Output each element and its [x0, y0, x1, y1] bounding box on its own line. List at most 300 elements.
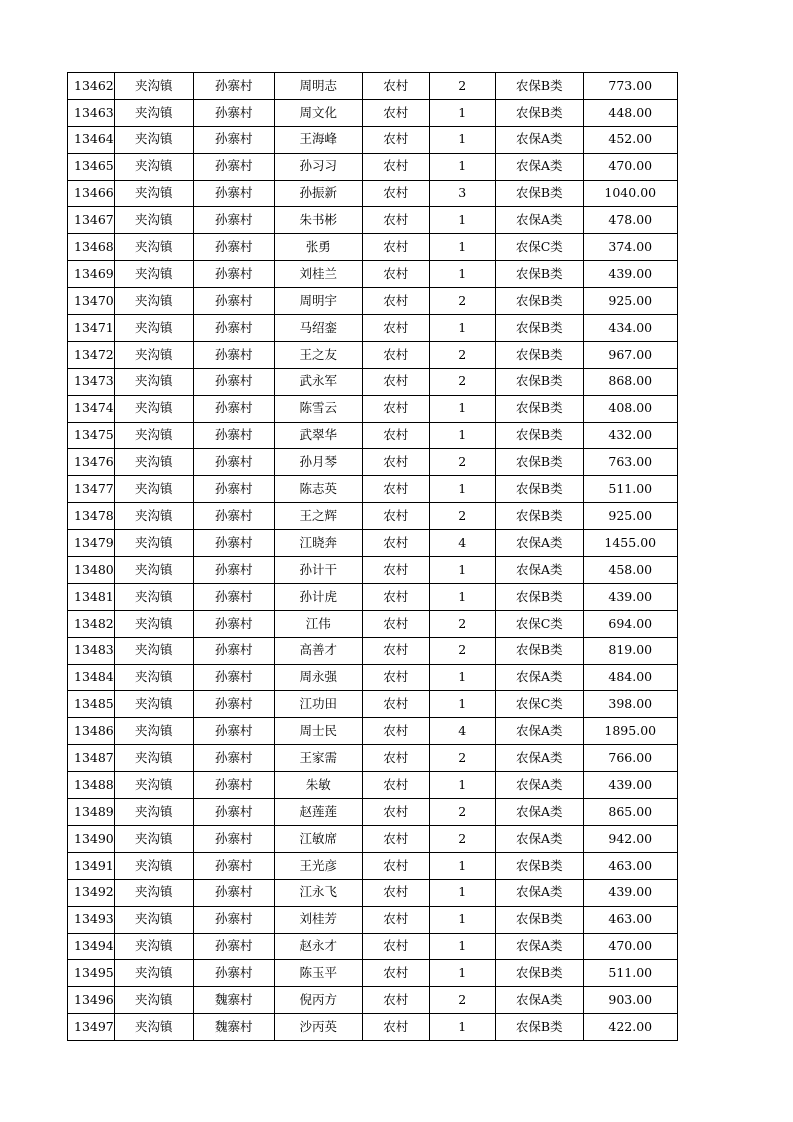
table-row: [68, 368, 678, 395]
amount-cell: 478.00: [583, 207, 677, 234]
table-row: [68, 99, 678, 126]
area-type-cell: 农村: [362, 664, 429, 691]
insurance-class-cell: 农保B类: [495, 395, 583, 422]
table-row: [68, 933, 678, 960]
village-cell: 孙寨村: [193, 906, 274, 933]
table-row: [68, 637, 678, 664]
insurance-class-cell: 农保A类: [495, 933, 583, 960]
area-type-cell: 农村: [362, 99, 429, 126]
amount-cell: 458.00: [583, 557, 677, 584]
name-cell: 周永强: [274, 664, 362, 691]
record-id: 13473: [68, 368, 115, 395]
village-cell: 孙寨村: [193, 637, 274, 664]
insurance-class-cell: 农保B类: [495, 315, 583, 342]
household-size-cell: 2: [429, 825, 495, 852]
area-type-cell: 农村: [362, 180, 429, 207]
record-id: 13467: [68, 207, 115, 234]
household-size-cell: 2: [429, 73, 495, 100]
table-row: [68, 691, 678, 718]
town-cell: 夹沟镇: [114, 315, 193, 342]
insurance-class-cell: 农保C类: [495, 610, 583, 637]
household-size-cell: 1: [429, 261, 495, 288]
household-size-cell: 1: [429, 557, 495, 584]
household-size-cell: 4: [429, 718, 495, 745]
insurance-class-cell: 农保A类: [495, 530, 583, 557]
insurance-class-cell: 农保A类: [495, 825, 583, 852]
amount-cell: 942.00: [583, 825, 677, 852]
table-row: [68, 449, 678, 476]
area-type-cell: 农村: [362, 610, 429, 637]
town-cell: 夹沟镇: [114, 852, 193, 879]
village-cell: 孙寨村: [193, 799, 274, 826]
insurance-class-cell: 农保B类: [495, 261, 583, 288]
area-type-cell: 农村: [362, 288, 429, 315]
town-cell: 夹沟镇: [114, 933, 193, 960]
records-table: [67, 72, 678, 1041]
name-cell: 刘桂兰: [274, 261, 362, 288]
area-type-cell: 农村: [362, 503, 429, 530]
record-id: 13477: [68, 476, 115, 503]
household-size-cell: 1: [429, 315, 495, 342]
insurance-class-cell: 农保B类: [495, 960, 583, 987]
village-cell: 孙寨村: [193, 261, 274, 288]
town-cell: 夹沟镇: [114, 368, 193, 395]
town-cell: 夹沟镇: [114, 637, 193, 664]
table-row: [68, 745, 678, 772]
area-type-cell: 农村: [362, 153, 429, 180]
record-id: 13468: [68, 234, 115, 261]
record-id: 13478: [68, 503, 115, 530]
table-row: [68, 1014, 678, 1041]
insurance-class-cell: 农保A类: [495, 664, 583, 691]
household-size-cell: 2: [429, 368, 495, 395]
town-cell: 夹沟镇: [114, 126, 193, 153]
town-cell: 夹沟镇: [114, 691, 193, 718]
village-cell: 孙寨村: [193, 99, 274, 126]
name-cell: 孙月琴: [274, 449, 362, 476]
table-row: [68, 987, 678, 1014]
town-cell: 夹沟镇: [114, 153, 193, 180]
table-row: [68, 799, 678, 826]
village-cell: 孙寨村: [193, 825, 274, 852]
name-cell: 孙计虎: [274, 583, 362, 610]
insurance-class-cell: 农保B类: [495, 73, 583, 100]
village-cell: 孙寨村: [193, 368, 274, 395]
insurance-class-cell: 农保A类: [495, 153, 583, 180]
table-row: [68, 315, 678, 342]
name-cell: 王之友: [274, 341, 362, 368]
household-size-cell: 2: [429, 637, 495, 664]
name-cell: 朱书彬: [274, 207, 362, 234]
village-cell: 孙寨村: [193, 422, 274, 449]
record-id: 13480: [68, 557, 115, 584]
town-cell: 夹沟镇: [114, 99, 193, 126]
village-cell: 孙寨村: [193, 180, 274, 207]
amount-cell: 1040.00: [583, 180, 677, 207]
table-row: [68, 126, 678, 153]
insurance-class-cell: 农保B类: [495, 1014, 583, 1041]
town-cell: 夹沟镇: [114, 799, 193, 826]
household-size-cell: 1: [429, 395, 495, 422]
table-row: [68, 583, 678, 610]
record-id: 13465: [68, 153, 115, 180]
household-size-cell: 2: [429, 288, 495, 315]
household-size-cell: 3: [429, 180, 495, 207]
town-cell: 夹沟镇: [114, 583, 193, 610]
household-size-cell: 1: [429, 933, 495, 960]
insurance-class-cell: 农保C类: [495, 691, 583, 718]
household-size-cell: 1: [429, 476, 495, 503]
name-cell: 周明宇: [274, 288, 362, 315]
name-cell: 江伟: [274, 610, 362, 637]
record-id: 13464: [68, 126, 115, 153]
name-cell: 陈志英: [274, 476, 362, 503]
area-type-cell: 农村: [362, 1014, 429, 1041]
area-type-cell: 农村: [362, 691, 429, 718]
town-cell: 夹沟镇: [114, 207, 193, 234]
village-cell: 孙寨村: [193, 610, 274, 637]
household-size-cell: 1: [429, 852, 495, 879]
amount-cell: 398.00: [583, 691, 677, 718]
household-size-cell: 1: [429, 879, 495, 906]
area-type-cell: 农村: [362, 906, 429, 933]
village-cell: 孙寨村: [193, 476, 274, 503]
table-row: [68, 906, 678, 933]
record-id: 13474: [68, 395, 115, 422]
area-type-cell: 农村: [362, 341, 429, 368]
name-cell: 武翠华: [274, 422, 362, 449]
amount-cell: 1895.00: [583, 718, 677, 745]
town-cell: 夹沟镇: [114, 610, 193, 637]
area-type-cell: 农村: [362, 315, 429, 342]
name-cell: 张勇: [274, 234, 362, 261]
household-size-cell: 1: [429, 664, 495, 691]
household-size-cell: 2: [429, 987, 495, 1014]
household-size-cell: 1: [429, 422, 495, 449]
table-row: [68, 825, 678, 852]
amount-cell: 773.00: [583, 73, 677, 100]
name-cell: 孙振新: [274, 180, 362, 207]
amount-cell: 439.00: [583, 879, 677, 906]
record-id: 13491: [68, 852, 115, 879]
area-type-cell: 农村: [362, 718, 429, 745]
name-cell: 王海峰: [274, 126, 362, 153]
amount-cell: 484.00: [583, 664, 677, 691]
area-type-cell: 农村: [362, 879, 429, 906]
insurance-class-cell: 农保B类: [495, 341, 583, 368]
name-cell: 江功田: [274, 691, 362, 718]
town-cell: 夹沟镇: [114, 261, 193, 288]
town-cell: 夹沟镇: [114, 530, 193, 557]
record-id: 13492: [68, 879, 115, 906]
name-cell: 朱敏: [274, 772, 362, 799]
amount-cell: 463.00: [583, 906, 677, 933]
insurance-class-cell: 农保B类: [495, 852, 583, 879]
household-size-cell: 1: [429, 126, 495, 153]
household-size-cell: 2: [429, 745, 495, 772]
household-size-cell: 2: [429, 449, 495, 476]
village-cell: 孙寨村: [193, 745, 274, 772]
village-cell: 孙寨村: [193, 73, 274, 100]
table-row: [68, 772, 678, 799]
insurance-class-cell: 农保B类: [495, 637, 583, 664]
area-type-cell: 农村: [362, 960, 429, 987]
name-cell: 沙丙英: [274, 1014, 362, 1041]
name-cell: 武永军: [274, 368, 362, 395]
area-type-cell: 农村: [362, 449, 429, 476]
insurance-class-cell: 农保A类: [495, 745, 583, 772]
table-row: [68, 73, 678, 100]
insurance-class-cell: 农保A类: [495, 557, 583, 584]
village-cell: 孙寨村: [193, 960, 274, 987]
village-cell: 孙寨村: [193, 691, 274, 718]
village-cell: 孙寨村: [193, 664, 274, 691]
area-type-cell: 农村: [362, 583, 429, 610]
town-cell: 夹沟镇: [114, 288, 193, 315]
record-id: 13482: [68, 610, 115, 637]
record-id: 13472: [68, 341, 115, 368]
household-size-cell: 2: [429, 610, 495, 637]
town-cell: 夹沟镇: [114, 395, 193, 422]
amount-cell: 903.00: [583, 987, 677, 1014]
area-type-cell: 农村: [362, 825, 429, 852]
village-cell: 孙寨村: [193, 288, 274, 315]
table-row: [68, 153, 678, 180]
name-cell: 高善才: [274, 637, 362, 664]
village-cell: 孙寨村: [193, 126, 274, 153]
name-cell: 孙计干: [274, 557, 362, 584]
town-cell: 夹沟镇: [114, 772, 193, 799]
record-id: 13466: [68, 180, 115, 207]
village-cell: 孙寨村: [193, 772, 274, 799]
table-row: [68, 261, 678, 288]
table-row: [68, 610, 678, 637]
amount-cell: 868.00: [583, 368, 677, 395]
record-id: 13495: [68, 960, 115, 987]
table-row: [68, 395, 678, 422]
table-row: [68, 852, 678, 879]
table-row: [68, 476, 678, 503]
record-id: 13490: [68, 825, 115, 852]
village-cell: 孙寨村: [193, 449, 274, 476]
insurance-class-cell: 农保C类: [495, 234, 583, 261]
insurance-class-cell: 农保B类: [495, 476, 583, 503]
record-id: 13479: [68, 530, 115, 557]
area-type-cell: 农村: [362, 933, 429, 960]
table-row: [68, 530, 678, 557]
area-type-cell: 农村: [362, 234, 429, 261]
record-id: 13471: [68, 315, 115, 342]
area-type-cell: 农村: [362, 207, 429, 234]
village-cell: 孙寨村: [193, 718, 274, 745]
insurance-class-cell: 农保B类: [495, 503, 583, 530]
village-cell: 魏寨村: [193, 1014, 274, 1041]
town-cell: 夹沟镇: [114, 745, 193, 772]
table-row: [68, 180, 678, 207]
table-row: [68, 718, 678, 745]
insurance-class-cell: 农保B类: [495, 368, 583, 395]
amount-cell: 865.00: [583, 799, 677, 826]
town-cell: 夹沟镇: [114, 341, 193, 368]
name-cell: 江晓奔: [274, 530, 362, 557]
name-cell: 周文化: [274, 99, 362, 126]
record-id: 13487: [68, 745, 115, 772]
household-size-cell: 1: [429, 153, 495, 180]
amount-cell: 434.00: [583, 315, 677, 342]
name-cell: 江敏席: [274, 825, 362, 852]
area-type-cell: 农村: [362, 126, 429, 153]
amount-cell: 374.00: [583, 234, 677, 261]
record-id: 13475: [68, 422, 115, 449]
town-cell: 夹沟镇: [114, 422, 193, 449]
village-cell: 孙寨村: [193, 341, 274, 368]
amount-cell: 422.00: [583, 1014, 677, 1041]
name-cell: 倪丙方: [274, 987, 362, 1014]
table-row: [68, 422, 678, 449]
town-cell: 夹沟镇: [114, 906, 193, 933]
area-type-cell: 农村: [362, 799, 429, 826]
insurance-class-cell: 农保B类: [495, 906, 583, 933]
record-id: 13463: [68, 99, 115, 126]
amount-cell: 463.00: [583, 852, 677, 879]
household-size-cell: 2: [429, 341, 495, 368]
insurance-class-cell: 农保A类: [495, 126, 583, 153]
area-type-cell: 农村: [362, 745, 429, 772]
record-id: 13470: [68, 288, 115, 315]
record-id: 13493: [68, 906, 115, 933]
insurance-class-cell: 农保A类: [495, 772, 583, 799]
household-size-cell: 1: [429, 691, 495, 718]
amount-cell: 511.00: [583, 960, 677, 987]
area-type-cell: 农村: [362, 476, 429, 503]
household-size-cell: 1: [429, 583, 495, 610]
village-cell: 孙寨村: [193, 583, 274, 610]
town-cell: 夹沟镇: [114, 234, 193, 261]
area-type-cell: 农村: [362, 530, 429, 557]
insurance-class-cell: 农保B类: [495, 449, 583, 476]
amount-cell: 439.00: [583, 261, 677, 288]
record-id: 13483: [68, 637, 115, 664]
area-type-cell: 农村: [362, 987, 429, 1014]
table-row: [68, 503, 678, 530]
name-cell: 赵莲莲: [274, 799, 362, 826]
village-cell: 孙寨村: [193, 879, 274, 906]
household-size-cell: 1: [429, 99, 495, 126]
name-cell: 王之辉: [274, 503, 362, 530]
name-cell: 周明志: [274, 73, 362, 100]
amount-cell: 967.00: [583, 341, 677, 368]
record-id: 13481: [68, 583, 115, 610]
insurance-class-cell: 农保A类: [495, 718, 583, 745]
area-type-cell: 农村: [362, 852, 429, 879]
table-row: [68, 234, 678, 261]
amount-cell: 432.00: [583, 422, 677, 449]
amount-cell: 452.00: [583, 126, 677, 153]
town-cell: 夹沟镇: [114, 987, 193, 1014]
household-size-cell: 1: [429, 234, 495, 261]
amount-cell: 470.00: [583, 933, 677, 960]
area-type-cell: 农村: [362, 637, 429, 664]
table-row: [68, 288, 678, 315]
insurance-class-cell: 农保A类: [495, 799, 583, 826]
name-cell: 陈玉平: [274, 960, 362, 987]
household-size-cell: 1: [429, 772, 495, 799]
village-cell: 孙寨村: [193, 933, 274, 960]
insurance-class-cell: 农保A类: [495, 879, 583, 906]
town-cell: 夹沟镇: [114, 664, 193, 691]
record-id: 13488: [68, 772, 115, 799]
village-cell: 孙寨村: [193, 852, 274, 879]
town-cell: 夹沟镇: [114, 960, 193, 987]
name-cell: 赵永才: [274, 933, 362, 960]
name-cell: 江永飞: [274, 879, 362, 906]
amount-cell: 925.00: [583, 288, 677, 315]
village-cell: 孙寨村: [193, 530, 274, 557]
village-cell: 孙寨村: [193, 503, 274, 530]
name-cell: 王光彦: [274, 852, 362, 879]
record-id: 13485: [68, 691, 115, 718]
household-size-cell: 1: [429, 1014, 495, 1041]
amount-cell: 819.00: [583, 637, 677, 664]
table-row: [68, 207, 678, 234]
household-size-cell: 1: [429, 207, 495, 234]
table-row: [68, 664, 678, 691]
area-type-cell: 农村: [362, 368, 429, 395]
record-id: 13497: [68, 1014, 115, 1041]
village-cell: 孙寨村: [193, 395, 274, 422]
household-size-cell: 1: [429, 960, 495, 987]
table-row: [68, 341, 678, 368]
record-id: 13484: [68, 664, 115, 691]
area-type-cell: 农村: [362, 395, 429, 422]
insurance-class-cell: 农保A类: [495, 207, 583, 234]
amount-cell: 763.00: [583, 449, 677, 476]
insurance-class-cell: 农保B类: [495, 288, 583, 315]
name-cell: 马绍銮: [274, 315, 362, 342]
amount-cell: 448.00: [583, 99, 677, 126]
village-cell: 孙寨村: [193, 315, 274, 342]
insurance-class-cell: 农保B类: [495, 180, 583, 207]
amount-cell: 470.00: [583, 153, 677, 180]
town-cell: 夹沟镇: [114, 476, 193, 503]
town-cell: 夹沟镇: [114, 879, 193, 906]
table-row: [68, 960, 678, 987]
insurance-class-cell: 农保B类: [495, 422, 583, 449]
town-cell: 夹沟镇: [114, 825, 193, 852]
record-id: 13462: [68, 73, 115, 100]
amount-cell: 511.00: [583, 476, 677, 503]
insurance-class-cell: 农保B类: [495, 583, 583, 610]
town-cell: 夹沟镇: [114, 1014, 193, 1041]
name-cell: 王家需: [274, 745, 362, 772]
household-size-cell: 2: [429, 503, 495, 530]
town-cell: 夹沟镇: [114, 557, 193, 584]
town-cell: 夹沟镇: [114, 449, 193, 476]
record-id: 13496: [68, 987, 115, 1014]
village-cell: 孙寨村: [193, 234, 274, 261]
name-cell: 刘桂芳: [274, 906, 362, 933]
town-cell: 夹沟镇: [114, 718, 193, 745]
record-id: 13486: [68, 718, 115, 745]
record-id: 13489: [68, 799, 115, 826]
table-row: [68, 557, 678, 584]
name-cell: 周士民: [274, 718, 362, 745]
amount-cell: 408.00: [583, 395, 677, 422]
name-cell: 孙习习: [274, 153, 362, 180]
insurance-class-cell: 农保B类: [495, 99, 583, 126]
area-type-cell: 农村: [362, 73, 429, 100]
amount-cell: 439.00: [583, 772, 677, 799]
